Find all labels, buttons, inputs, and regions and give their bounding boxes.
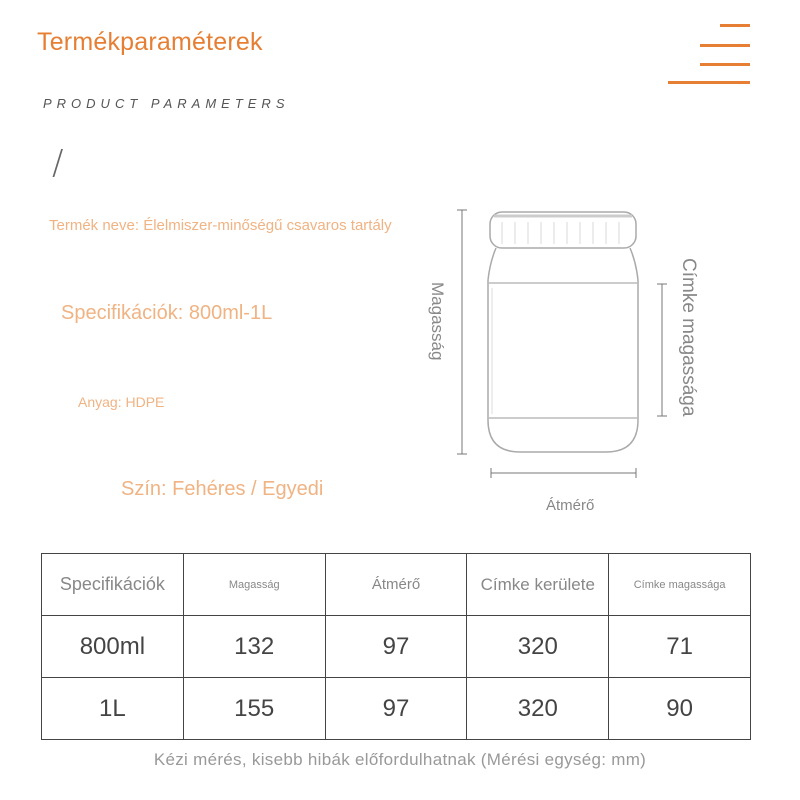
table-header-row [42, 554, 751, 616]
diameter-label: Átmérő [546, 497, 595, 514]
table-cell: 320 [467, 678, 609, 740]
page-title: Termékparaméterek [37, 28, 263, 56]
page-subtitle: PRODUCT PARAMETERS [43, 96, 290, 111]
header-cell-spec: Specifikációk [42, 554, 184, 616]
table-row [42, 616, 751, 678]
header-cell-label-perimeter: Címke kerülete [467, 554, 609, 616]
product-material: Anyag: HDPE [78, 394, 165, 410]
table-cell: 97 [325, 678, 467, 740]
header-cell-label-height: Címke magassága [609, 554, 751, 616]
label-height-dimension [657, 284, 667, 416]
table-cell: 320 [467, 616, 609, 678]
table-cell: 71 [609, 616, 751, 678]
table-cell: 1L [42, 678, 184, 740]
product-name: Termék neve: Élelmiszer-minőségű csavaros tartály [49, 217, 392, 234]
measurement-note: Kézi mérés, kisebb hibák előfordulhatnak (Mérési egység: mm) [153, 750, 647, 769]
product-color: Szín: Fehéres / Egyedi [121, 478, 324, 500]
jar-illustration [488, 212, 638, 452]
height-dimension [457, 210, 467, 454]
table-cell: 800ml [42, 616, 184, 678]
header-cell-height: Magasság [183, 554, 325, 616]
spec-table [41, 553, 751, 740]
table-row [42, 678, 751, 740]
diameter-dimension [491, 468, 636, 478]
decorative-slash: / [52, 143, 64, 183]
table-cell: 132 [183, 616, 325, 678]
table-cell: 155 [183, 678, 325, 740]
height-label: Magasság [428, 282, 447, 361]
product-spec: Specifikációk: 800ml-1L [61, 302, 273, 324]
table-cell: 90 [609, 678, 751, 740]
label-height-label: Címke magassága [678, 258, 699, 417]
table-cell: 97 [325, 616, 467, 678]
header-cell-diameter: Átmérő [325, 554, 467, 616]
